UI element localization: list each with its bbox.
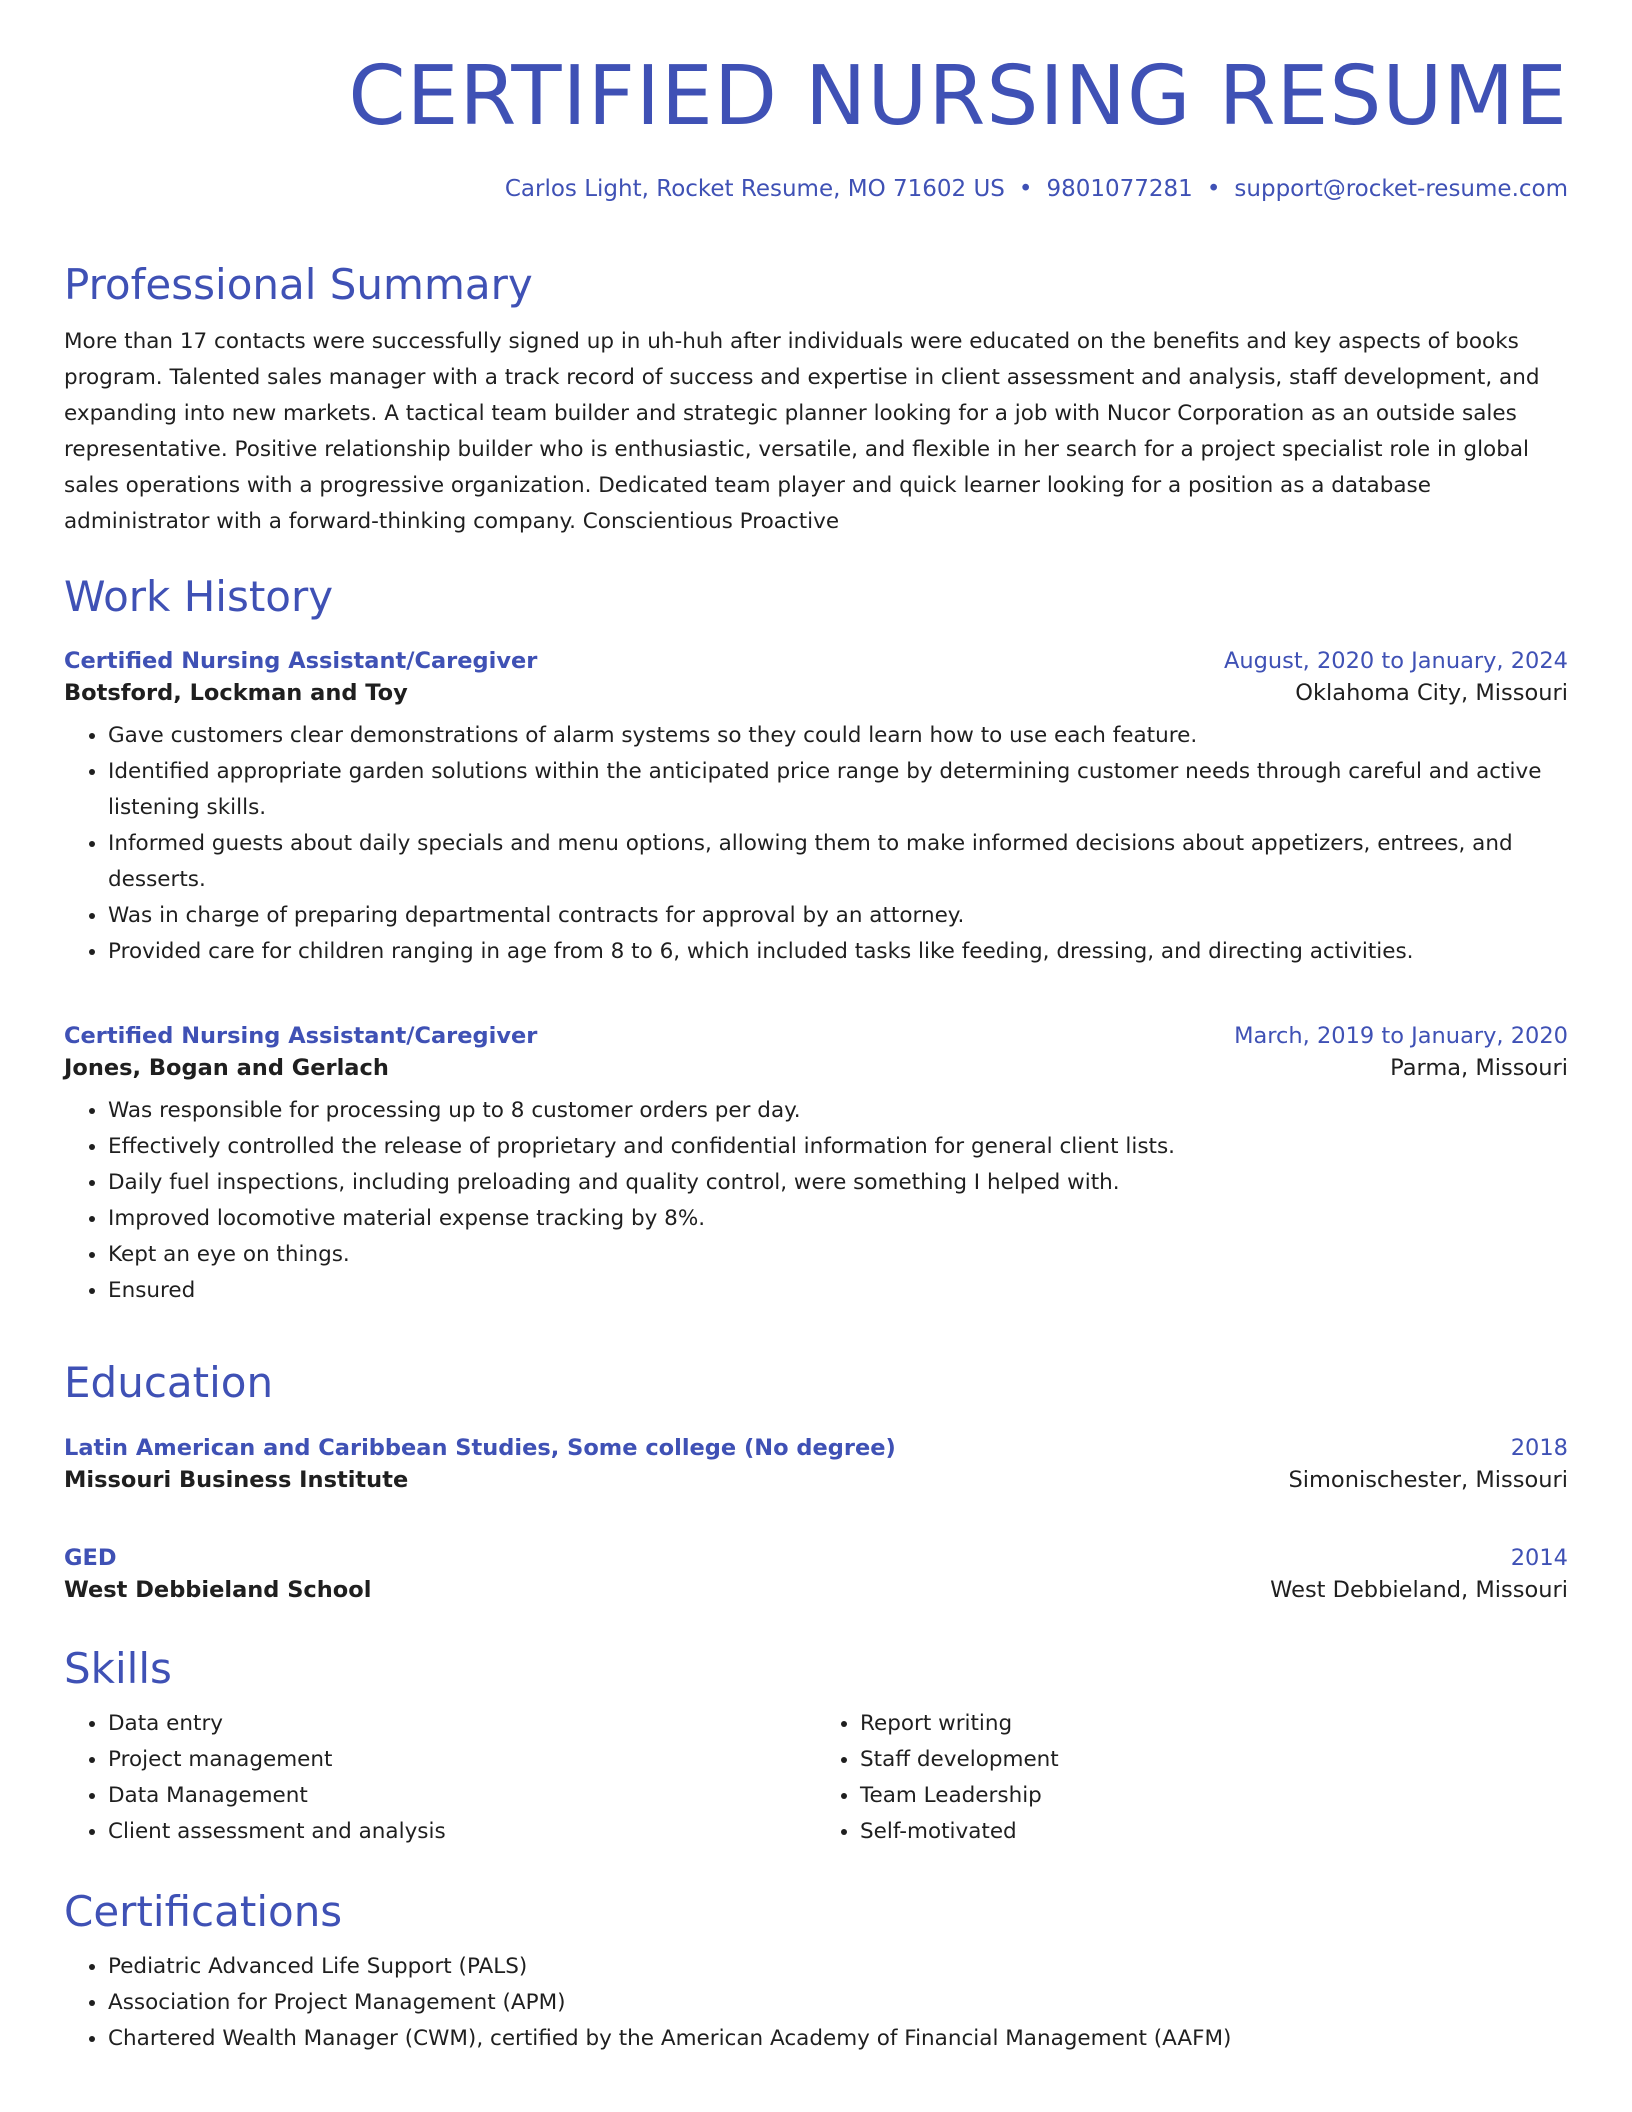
list-item: • Improved locomotive material expense tracking by 8%.	[108, 1201, 1568, 1237]
job-entry	[64, 648, 1568, 970]
list-item: • Staff development	[860, 1742, 1568, 1778]
job-location: Parma, Missouri	[1390, 1055, 1568, 1081]
contact-phone: 9801077281	[1046, 176, 1193, 202]
list-item: • Effectively controlled the release of proprietary and confidential information for general client lists.	[108, 1129, 1568, 1165]
list-item: • Project management	[108, 1742, 816, 1778]
list-item: • Informed guests about daily specials and menu options, allowing them to make informed decisions about appetizers, entrees, and desserts.	[108, 826, 1568, 898]
certifications-section	[64, 1887, 1568, 2057]
job-title: Certified Nursing Assistant/Caregiver	[64, 648, 538, 674]
job-location: Oklahoma City, Missouri	[1295, 680, 1568, 706]
section-heading: Professional Summary	[64, 260, 533, 309]
list-item: • Kept an eye on things.	[108, 1237, 1568, 1273]
summary-text: More than 17 contacts were successfully signed up in uh-huh after individuals were educated on the benefits and key aspects of books program. Talented sales manager with a track record of success and expertise in client assessment and analysis, staff development, and expanding into new markets. A tactical team builder and strategic planner looking for a job with Nucor Corporation as an outside sales representative. Positive relationship builder who is enthusiastic, versatile, and flexible in her search for a project specialist role in global sales operations with a progressive organization. Dedicated team player and quick learner looking for a position as a database administrator with a forward-thinking company. Conscientious Proactive	[64, 329, 1540, 535]
education-entry	[64, 1435, 1568, 1493]
resume-title: CERTIFIED NURSING RESUME	[348, 49, 1568, 144]
skills-columns	[64, 1706, 1568, 1850]
contact-separator: •	[1206, 176, 1221, 202]
job-bullets	[64, 1093, 1568, 1309]
education-degree: GED	[64, 1545, 117, 1571]
job-bullets	[64, 718, 1568, 970]
contact-separator: •	[1018, 176, 1033, 202]
education-location: West Debbieland, Missouri	[1270, 1577, 1568, 1603]
contact-line	[64, 176, 1568, 202]
summary-section	[64, 260, 1568, 540]
contact-address: Carlos Light, Rocket Resume, MO 71602 US	[504, 176, 1005, 202]
education-year: 2018	[1510, 1435, 1568, 1461]
resume-header	[64, 49, 1568, 144]
list-item: • Gave customers clear demonstrations of alarm systems so they could learn how to use each feature.	[108, 718, 1568, 754]
section-heading: Education	[64, 1358, 274, 1407]
list-item: • Report writing	[860, 1706, 1568, 1742]
education-degree: Latin American and Caribbean Studies, Some college (No degree)	[64, 1435, 896, 1461]
list-item: • Was responsible for processing up to 8 customer orders per day.	[108, 1093, 1568, 1129]
list-item: • Team Leadership	[860, 1778, 1568, 1814]
list-item: • Ensured	[108, 1273, 1568, 1309]
education-entry	[64, 1545, 1568, 1603]
list-item: • Client assessment and analysis	[108, 1814, 816, 1850]
work-history-section	[64, 572, 1568, 622]
job-dates: August, 2020 to January, 2024	[1223, 648, 1568, 674]
job-title: Certified Nursing Assistant/Caregiver	[64, 1023, 538, 1049]
list-item: • Self-motivated	[860, 1814, 1568, 1850]
list-item: • Association for Project Management (APM)	[108, 1985, 1568, 2021]
skills-list-left	[64, 1706, 816, 1850]
list-item: • Daily fuel inspections, including preloading and quality control, were something I helped with.	[108, 1165, 1568, 1201]
certifications-list	[64, 1949, 1568, 2057]
education-year: 2014	[1510, 1545, 1568, 1571]
education-location: Simonischester, Missouri	[1288, 1467, 1568, 1493]
education-school: West Debbieland School	[64, 1577, 372, 1603]
list-item: • Identified appropriate garden solutions within the anticipated price range by determining customer needs through careful and active listening skills.	[108, 754, 1568, 826]
education-school: Missouri Business Institute	[64, 1467, 409, 1493]
job-employer: Botsford, Lockman and Toy	[64, 680, 408, 706]
section-heading: Certifications	[64, 1887, 343, 1936]
list-item: • Data entry	[108, 1706, 816, 1742]
skills-list-right	[816, 1706, 1568, 1850]
job-dates: March, 2019 to January, 2020	[1234, 1023, 1568, 1049]
list-item: • Pediatric Advanced Life Support (PALS)	[108, 1949, 1568, 1985]
list-item: • Data Management	[108, 1778, 816, 1814]
section-heading: Skills	[64, 1644, 172, 1693]
job-employer: Jones, Bogan and Gerlach	[64, 1055, 389, 1081]
education-section	[64, 1358, 1568, 1408]
skills-section	[64, 1644, 1568, 1850]
list-item: • Was in charge of preparing departmental contracts for approval by an attorney.	[108, 898, 1568, 934]
contact-email[interactable]: support@rocket-resume.com	[1234, 176, 1568, 202]
section-heading: Work History	[64, 572, 334, 621]
list-item: • Provided care for children ranging in age from 8 to 6, which included tasks like feeding, dressing, and directing activities.	[108, 934, 1568, 970]
job-entry	[64, 1023, 1568, 1309]
list-item: • Chartered Wealth Manager (CWM), certified by the American Academy of Financial Management (AAFM)	[108, 2021, 1568, 2057]
